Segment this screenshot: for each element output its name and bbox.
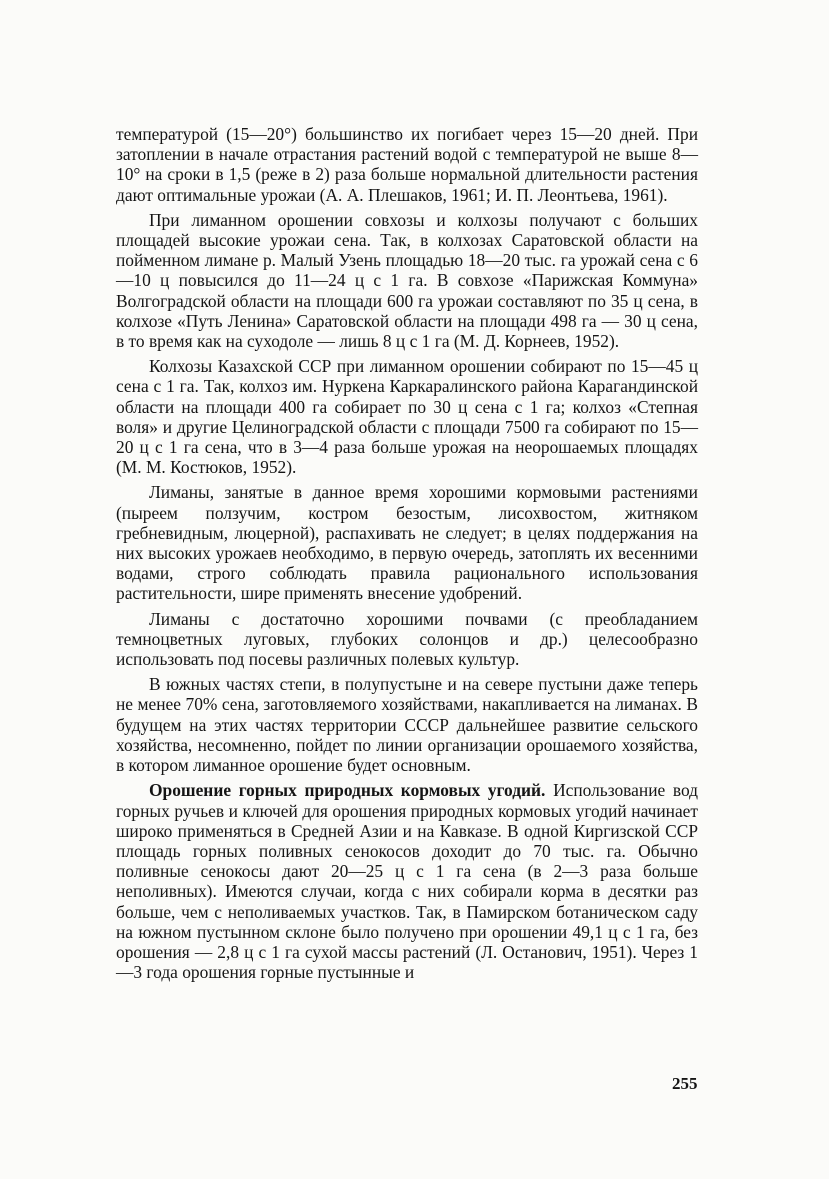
section-paragraph bbox=[116, 780, 698, 982]
section-heading: Орошение горных природных кормовых угодий. bbox=[149, 780, 546, 801]
paragraph-southern-steppe: В южных частях степи, в полупустыне и на севере пустыни даже теперь не менее 70% сена, заготовляемого хозяйствами, накапливается на лиманах. В будущем на этих частях территории СССР дальнейшее развитие сельского хозяйства, несомненно, пойдет по линии организации орошаемого хозяйства, в котором лиманное орошение будет основным. bbox=[116, 674, 698, 776]
paragraph-liman-yields: При лиманном орошении совхозы и колхозы получают с больших площадей высокие урожаи сена. Так, в колхозах Саратовской области на пойменном лимане р. Малый Узень площадью 18—20 тыс. га урожай сена с 6—10 ц повысился до 11—24 ц с 1 га. В совхозе «Парижская Коммуна» Волгоградской области на площади 600 га урожаи составляют по 35 ц сена, в колхозе «Путь Ленина» Саратовской области на площади 498 га — 30 ц сена, в то время как на суходоле — лишь 8 ц с 1 га (М. Д. Корнеев, 1952). bbox=[116, 209, 698, 352]
paragraph-continued: температурой (15—20°) большинство их погибает через 15—20 дней. При затоплении в начале отрастания растений водой с температурой не выше 8—10° на сроки в 1,5 (реже в 2) раза больше нормальной длительности растения дают оптимальные урожаи (А. А. Плешаков, 1961; И. П. Леонтьева, 1961). bbox=[116, 124, 698, 205]
paragraph-liman-plants: Лиманы, занятые в данное время хорошими кормовыми растениями (пыреем ползучим, костром безостым, лисохвостом, житняком гребневидным, люцерной), распахивать не следует; в целях поддержания на них высоких урожаев необходимо, в первую очередь, затоплять их весенними водами, строго соблюдать правила рационального использования растительности, шире применять внесение удобрений. bbox=[116, 482, 698, 604]
body-text bbox=[116, 124, 698, 982]
paragraph-kazakh-kolkhozes: Колхозы Казахской ССР при лиманном орошении собирают по 15—45 ц сена с 1 га. Так, колхоз им. Нуркена Каркаралинского района Карагандинской области на площади 400 га собирает по 30 ц сена с 1 га; колхоз «Степная воля» и другие Целиноградской области с площади 7500 га собирают по 15—20 ц с 1 га сена, что в 3—4 раза больше урожая на неорошаемых площадях (М. М. Костюков, 1952). bbox=[116, 356, 698, 478]
paragraph-liman-soils: Лиманы с достаточно хорошими почвами (с преобладанием темноцветных луговых, глубоких солонцов и др.) целесообразно использовать под посевы различных полевых культур. bbox=[116, 608, 698, 670]
page-number: 255 bbox=[672, 1074, 698, 1093]
section-text: Использование вод горных ручьев и ключей для орошения природных кормовых угодий начинает широко применяться в Средней Азии и на Кавказе. В одной Киргизской ССР площадь горных поливных сенокосов доходит до 70 тыс. га. Обычно поливные сенокосы дают 20—25 ц с 1 га сена (в 2—3 раза больше неполивных). Имеются случаи, когда с них собирали корма в десятки раз больше, чем с неполиваемых участков. Так, в Памирском ботаническом саду на южном пустынном склоне было получено при орошении 49,1 ц с 1 га, без орошения — 2,8 ц с 1 га сухой массы растений (Л. Останович, 1951). Через 1—3 года орошения горные пустынные и bbox=[116, 780, 698, 983]
